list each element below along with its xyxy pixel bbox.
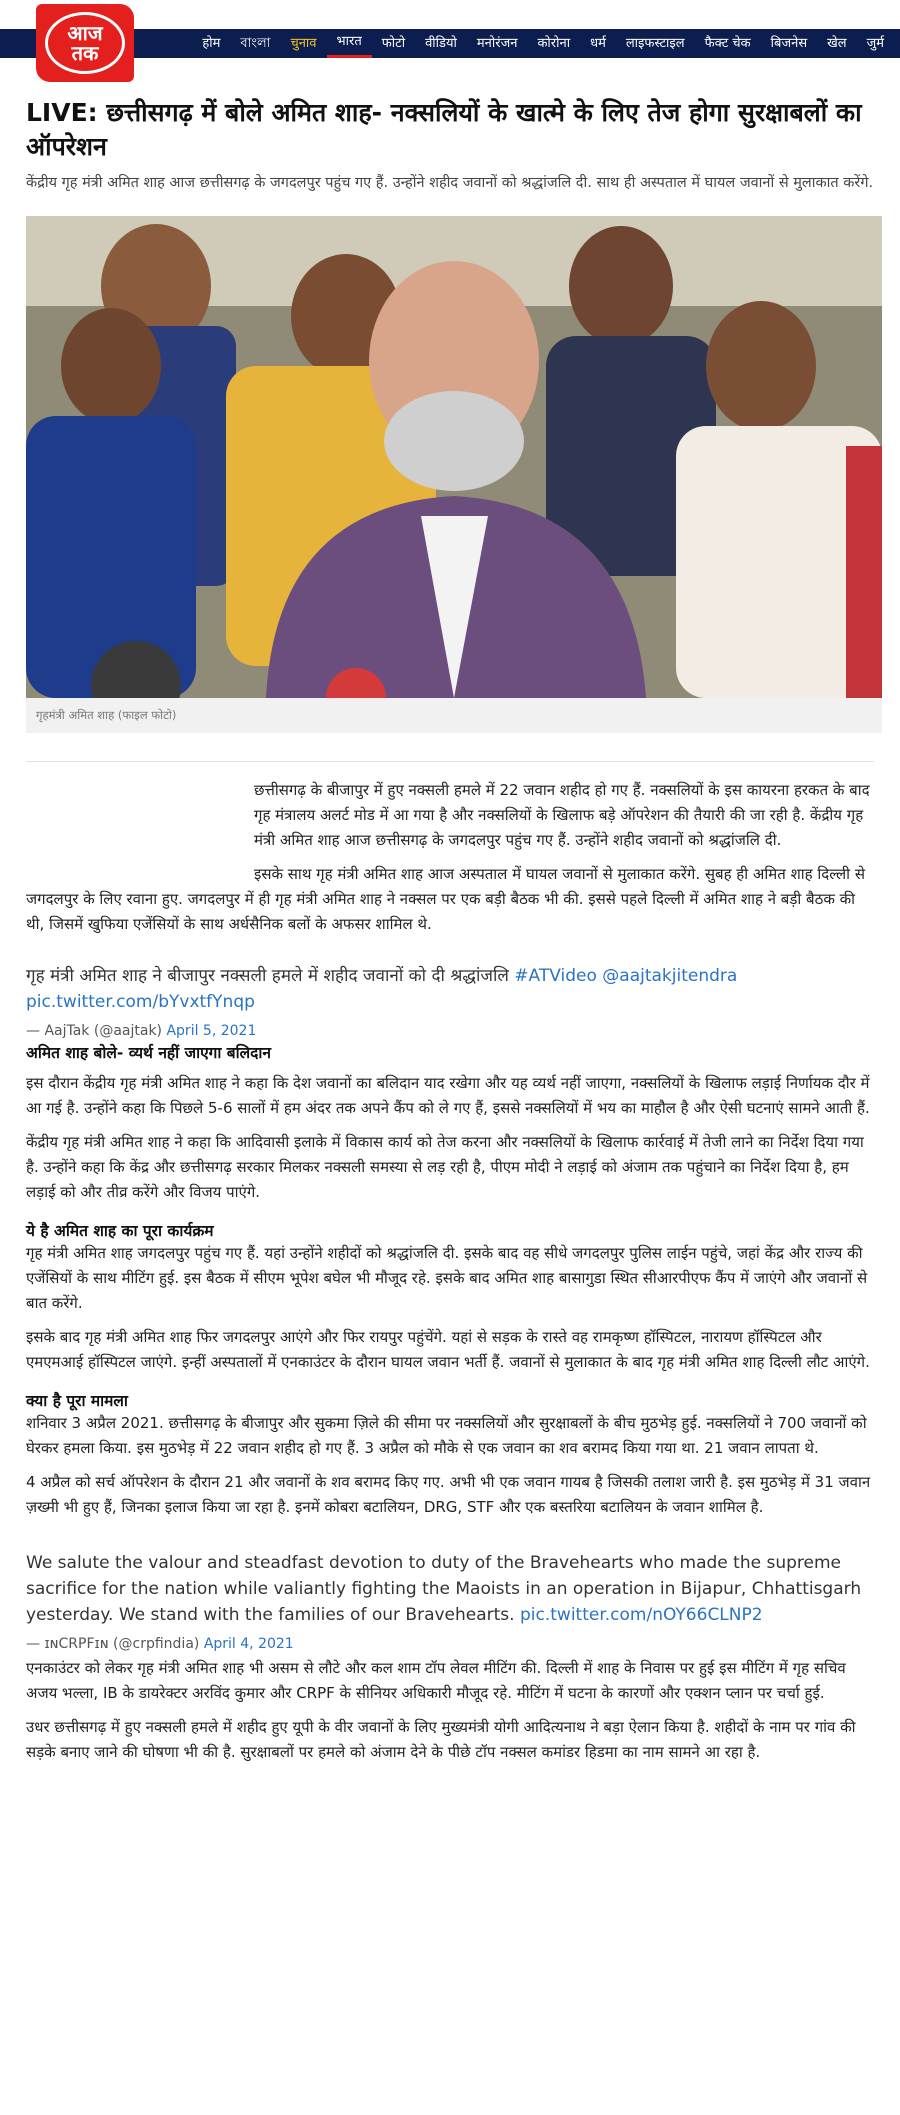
tweet-date-link[interactable]: April 4, 2021 (203, 1636, 294, 1652)
nav-item-fact-check[interactable]: फैक्ट चेक (704, 36, 751, 51)
nav-item-home[interactable]: होम (202, 36, 221, 51)
nav-item-bangla[interactable]: বাংলা (240, 36, 271, 51)
nav-item-crime[interactable]: जुर्म (866, 36, 884, 51)
closing-paragraph-2: उधर छत्तीसगढ़ में हुए नक्सली हमले में शहीद हुए यूपी के वीर जवानों के लिए मुख्यमंत्री योगी आदित्यनाथ ने बड़ा ऐलान किया है. शहीदों के नाम पर गांव की सड़के बनाए जाने की घोषणा भी की है. सुरक्षाबलों पर हमले को अंजाम देने के पीछे टॉप नक्सल कमांडर हिडमा का नाम सामने आ रहा है. (26, 1718, 856, 1761)
tweet-text (26, 963, 874, 1015)
nav-item-video[interactable]: वीडियो (425, 36, 457, 51)
section1-paragraph-1: इस दौरान केंद्रीय गृह मंत्री अमित शाह ने कहा कि देश जवानों का बलिदान याद रखेगा और यह व्यर्थ नहीं जाएगा, नक्सलियों के खिलाफ लड़ाई निर्णायक दौर में आ गई है. उन्होंने कहा कि पिछले 5-6 सालों में हम अंदर तक अपने कैंप को ले गए हैं, इससे नक्सलियों में भय का माहौल है और ऐसी घटनाएं सामने आती हैं. (26, 1074, 870, 1117)
article-headline: LIVE: छत्तीसगढ़ में बोले अमित शाह- नक्सलियों के खात्मे के लिए तेज होगा सुरक्षाबलों का ऑपरेशन (26, 98, 862, 161)
section1-paragraph-2: केंद्रीय गृह मंत्री अमित शाह ने कहा कि आदिवासी इलाके में विकास कार्य को तेज करना और नक्सलियों के खिलाफ कार्रवाई में तेजी लाने का निर्देश दिया गया है. उन्होंने कहा कि केंद्र और छत्तीसगढ़ सरकार मिलकर नक्सली समस्या से लड़ रही है, पीएम मोदी ने लड़ाई को अंजाम तक पहुंचाने का निर्देश दिया है, हम लड़ाई को और तीव्र करेंगे और विजय पाएंगे. (26, 1133, 864, 1201)
section3-paragraph-1: शनिवार 3 अप्रैल 2021. छत्तीसगढ़ के बीजापुर और सुकमा ज़िले की सीमा पर नक्सलियों और सुरक्षाबलों के बीच मुठभेड़ हुई. नक्सलियों ने 700 जवानों को घेरकर हमला किया. इस मुठभेड़ में 22 जवान शहीद हो गए हैं. 3 अप्रैल को मौके से एक जवान का शव बरामद किया गया था. 21 जवान लापता थे. (26, 1414, 867, 1457)
article-summary: केंद्रीय गृह मंत्री अमित शाह आज छत्तीसगढ़ के जगदलपुर पहुंच गए हैं. उन्होंने शहीद जवानों को श्रद्धांजलि दी. साथ ही अस्पताल में घायल जवानों से मुलाकात करेंगे. (26, 175, 874, 191)
logo-mark (45, 12, 125, 74)
nav-item-india[interactable]: भारत (327, 29, 372, 58)
nav-item-elections[interactable]: चुनाव (290, 36, 317, 51)
tweet-meta (26, 1636, 874, 1652)
section-heading-full-matter: क्या है पूरा मामला (26, 1392, 128, 1410)
intro-paragraph-2 (26, 862, 874, 937)
tweet-pic-link[interactable]: pic.twitter.com/nOY66CLNP2 (519, 1605, 763, 1625)
section3-paragraph-2: 4 अप्रैल को सर्च ऑपरेशन के दौरान 21 और जवानों के शव बरामद किए गए. अभी भी एक जवान गायब है जिसकी तलाश जारी है. इस मुठभेड़ में 31 जवान ज़ख्मी भी हुए हैं, जिनका इलाज किया जा रहा है. इनमें कोबरा बटालियन, DRG, STF और एक बस्तरिया बटालियन के जवान शामिल है. (26, 1473, 871, 1516)
image-caption: गृहमंत्री अमित शाह (फाइल फोटो) (26, 698, 882, 733)
tweet-pic-link[interactable]: pic.twitter.com/bYvxtfYnqp (26, 992, 255, 1012)
intro-paragraph-1: छत्तीसगढ़ के बीजापुर में हुए नक्सली हमले में 22 जवान शहीद हो गए हैं. नक्सलियों के इस कायरना हरकत के बाद गृह मंत्रालय अलर्ट मोड में आ गया है और नक्सलियों के खिलाफ बड़े ऑपरेशन की तैयारी की जा रही है. केंद्रीय गृह मंत्री अमित शाह आज छत्तीसगढ़ के जगदलपुर पहुंच गए हैं. उन्होंने शहीद जवानों को श्रद्धांजलि दी. (254, 781, 870, 849)
tweet-body: We salute the valour and steadfast devotion to duty of the Bravehearts who made the supreme sacrifice for the nation while valiantly fighting the Maoists in an operation in Bijapur, Chhattisgarh yesterday. We stand with the families of our Bravehearts. (26, 1553, 862, 1625)
embedded-tweet-crpf (26, 1550, 874, 1652)
intro-paragraph-2-text: इसके साथ गृह मंत्री अमित शाह आज अस्पताल में घायल जवानों से मुलाकात करेंगे. सुबह ही अमित शाह दिल्ली से जगदलपुर के लिए रवाना हुए. जगदलपुर में ही गृह मंत्री अमित शाह ने नक्सल पर एक बड़ी बैठक भी की. इससे पहले दिल्ली में अमित शाह ने बड़ी बैठक की थी, जिसमें खुफिया एजेंसियों के साथ अर्धसैनिक बलों के अफसर शामिल थे. (26, 865, 865, 933)
main-nav (192, 29, 894, 58)
tweet-hashtag-link[interactable]: #ATVideo (514, 966, 597, 986)
aajtak-logo[interactable] (36, 4, 134, 82)
nav-item-religion[interactable]: धर्म (590, 36, 606, 51)
nav-item-business[interactable]: बिजनेस (770, 36, 808, 51)
tweet-body: गृह मंत्री अमित शाह ने बीजापुर नक्सली हमले में शहीद जवानों को दी श्रद्धांजलि (26, 966, 515, 986)
section-heading-schedule: ये है अमित शाह का पूरा कार्यक्रम (26, 1222, 214, 1240)
nav-item-entertainment[interactable]: मनोरंजन (476, 36, 518, 51)
intro-section (26, 761, 874, 937)
logo-text-line1: आज (67, 21, 103, 45)
nav-item-corona[interactable]: कोरोना (537, 36, 571, 51)
nav-item-lifestyle[interactable]: लाइफस्टाइल (625, 36, 685, 51)
article-hero-image[interactable] (26, 216, 882, 698)
tweet-author: — ɪɴCRPFɪɴ (@crpfindia) (26, 1636, 204, 1652)
site-header (0, 0, 900, 65)
section2-paragraph-2: इसके बाद गृह मंत्री अमित शाह फिर जगदलपुर आएंगे और फिर रायपुर पहुंचेंगे. यहां से सड़क के रास्ते वह रामकृष्ण हॉस्पिटल, नारायण हॉस्पिटल और एमएमआई हॉस्पिटल जाएंगे. इन्हीं अस्पतालों में एनकाउंटर के दौरान घायल जवान भर्ती हैं. जवानों से मुलाकात के बाद गृह मंत्री अमित शाह दिल्ली लौट आएंगे. (26, 1328, 870, 1371)
hero-photo-illustration (26, 216, 882, 698)
tweet-mention-link[interactable]: @aajtakjitendra (602, 966, 738, 986)
tweet-author: — AajTak (@aajtak) (26, 1023, 167, 1039)
tweet-date-link[interactable]: April 5, 2021 (166, 1023, 257, 1039)
tweet-text (26, 1550, 874, 1628)
section-heading-sacrifice: अमित शाह बोले- व्यर्थ नहीं जाएगा बलिदान (26, 1044, 272, 1062)
section2-paragraph-1: गृह मंत्री अमित शाह जगदलपुर पहुंच गए हैं. यहां उन्होंने शहीदों को श्रद्धांजलि दी. इसके बाद वह सीधे जगदलपुर पुलिस लाईन पहुंचे, जहां केंद्र और राज्य की एजेंसियों के साथ मीटिंग हुई. इस बैठक में सीएम भूपेश बघेल भी मौजूद रहे. इसके बाद अमित शाह बासागुडा स्थित सीआरपीएफ कैंप में जाएंगे और जवानों से बात करेंगे. (26, 1244, 868, 1312)
closing-paragraph-1: एनकाउंटर को लेकर गृह मंत्री अमित शाह भी असम से लौटे और कल शाम टॉप लेवल मीटिंग की. दिल्ली में शाह के निवास पर हुई इस मीटिंग में गृह सचिव अजय भल्ला, IB के डायरेक्टर अरविंद कुमार और CRPF के सीनियर अधिकारी मौजूद रहे. मीटिंग में घटना के कारणों और एक्शन प्लान पर चर्चा हुई. (26, 1659, 846, 1702)
logo-text-line2: तक (71, 41, 99, 65)
tweet-meta (26, 1023, 874, 1039)
embedded-tweet-aajtak (26, 963, 874, 1039)
nav-item-photo[interactable]: फोटो (381, 36, 406, 51)
article (0, 58, 900, 1765)
nav-item-sports[interactable]: खेल (827, 36, 847, 51)
